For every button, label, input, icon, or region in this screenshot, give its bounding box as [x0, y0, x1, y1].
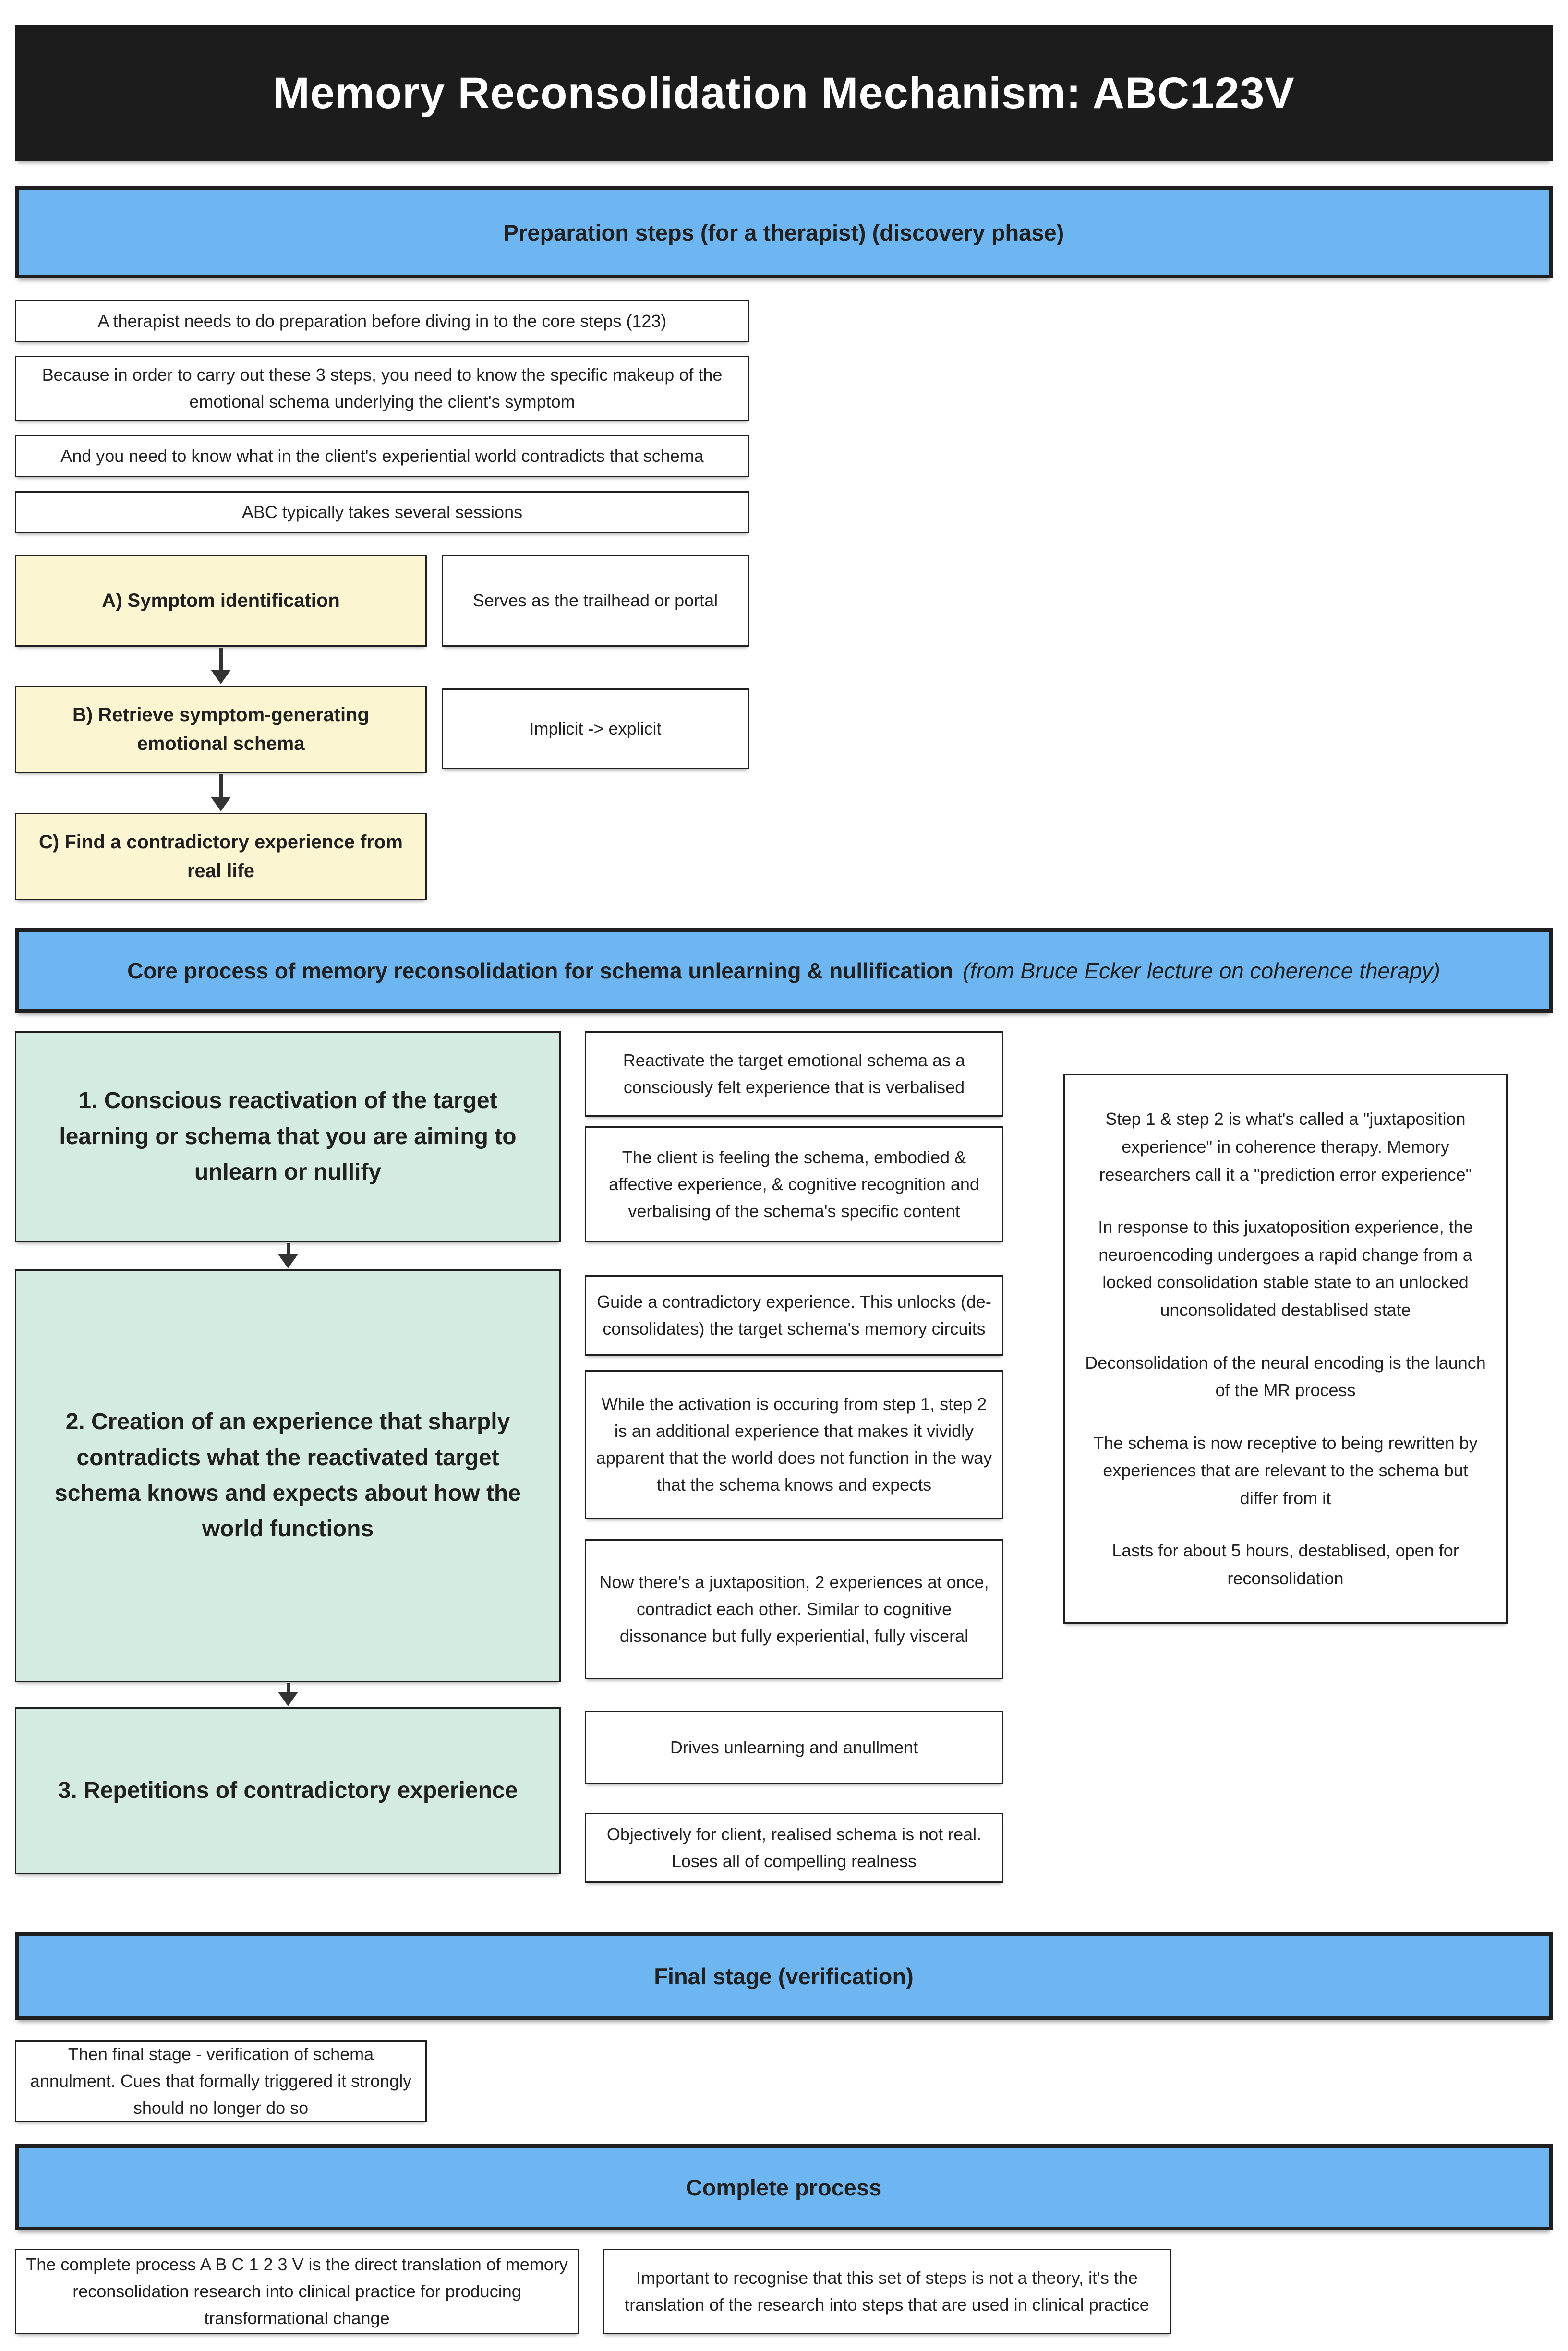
- core-step-1-note-2: [585, 1126, 1003, 1242]
- preparation-banner: [15, 186, 1553, 278]
- arrow-shaft: [287, 1243, 290, 1254]
- side-panel-paragraph-2: In response to this juxatoposition experience, the neuroencoding undergoes a rapid change from a locked consolidation stable state to an unlocked unconsolidated destablised state: [1098, 1217, 1473, 1320]
- preparation-banner-label: Preparation steps (for a therapist) (discovery phase): [503, 219, 1064, 245]
- arrow-down-icon: [274, 1243, 302, 1268]
- core-banner-main: Core process of memory reconsolidation for schema unlearning & nullification: [127, 958, 953, 983]
- step-b-note: [442, 688, 749, 769]
- core-step-2-note-1: [585, 1275, 1003, 1356]
- arrow-down-icon: [206, 774, 235, 811]
- arrow-head: [278, 1254, 298, 1268]
- core-step-3-label: 3. Repetitions of contradictory experience: [58, 1777, 518, 1803]
- core-step-2-note-1-text: Guide a contradictory experience. This unlocks (de-consolidates) the target schema's memory circuits: [597, 1292, 991, 1338]
- core-step-1-note-1: [585, 1031, 1003, 1117]
- complete-process-note-2: [603, 2249, 1171, 2334]
- core-step-2-box: [15, 1269, 561, 1682]
- core-step-3-box: [15, 1707, 561, 1874]
- core-process-banner: [15, 928, 1553, 1013]
- prep-note-1-text: A therapist needs to do preparation before diving in to the core steps (123): [97, 311, 667, 331]
- core-step-1-label: 1. Conscious reactivation of the target learning or schema that you are aiming to unlearn or nullify: [59, 1088, 517, 1185]
- core-step-3-note-1-text: Drives unlearning and anullment: [670, 1737, 918, 1758]
- prep-note-4-text: ABC typically takes several sessions: [241, 502, 523, 522]
- core-step-2-note-2: [585, 1370, 1003, 1519]
- core-step-3-note-1: [585, 1711, 1003, 1784]
- final-stage-banner-label: Final stage (verification): [654, 1963, 914, 1989]
- prep-note-3-text: And you need to know what in the client's experiential world contradicts that schema: [60, 446, 704, 466]
- core-step-1-note-1-text: Reactivate the target emotional schema as a consciously felt experience that is verbalised: [623, 1050, 965, 1097]
- complete-process-banner-label: Complete process: [686, 2174, 882, 2200]
- step-a-symptom-identification: [15, 555, 427, 647]
- side-panel-paragraph-4: The schema is now receptive to being rewritten by experiences that are relevant to the schema but differ from it: [1093, 1433, 1478, 1508]
- step-a-label: A) Symptom identification: [102, 590, 340, 611]
- arrow-head: [211, 797, 231, 811]
- step-b-note-text: Implicit -> explicit: [529, 719, 662, 739]
- core-banner-source: (from Bruce Ecker lecture on coherence therapy): [963, 958, 1440, 983]
- core-step-1-box: [15, 1031, 561, 1242]
- arrow-head: [211, 670, 231, 684]
- arrow-shaft: [287, 1683, 290, 1692]
- core-step-1-note-2-text: The client is feeling the schema, embodied & affective experience, & cognitive recognition and verbalising of the schema's specific content: [609, 1147, 979, 1221]
- step-a-note: [442, 555, 749, 647]
- juxtaposition-side-panel: [1063, 1074, 1508, 1624]
- diagram-title: Memory Reconsolidation Mechanism: ABC123V: [273, 68, 1295, 118]
- core-step-2-note-3-text: Now there's a juxtaposition, 2 experiences at once, contradict each other. Similar to cognitive dissonance but fully experiential, fully visceral: [599, 1572, 989, 1646]
- core-step-3-note-2: [585, 1813, 1003, 1883]
- prep-note-3: [15, 435, 749, 477]
- final-stage-note-text: Then final stage - verification of schema annulment. Cues that formally triggered it strongly should no longer do so: [30, 2044, 412, 2118]
- step-c-contradictory-experience: [15, 813, 427, 900]
- side-panel-paragraph-3: Deconsolidation of the neural encoding is the launch of the MR process: [1085, 1352, 1486, 1400]
- complete-process-note-1-text: The complete process A B C 1 2 3 V is the direct translation of memory reconsolidation research into clinical practice for producing transformational change: [26, 2255, 568, 2328]
- prep-note-2-text: Because in order to carry out these 3 steps, you need to know the specific makeup of the emotional schema underlying the client's symptom: [42, 365, 723, 411]
- complete-process-banner: [15, 2144, 1553, 2230]
- complete-process-note-1: [15, 2249, 579, 2334]
- step-b-label: B) Retrieve symptom-generating emotional schema: [72, 704, 369, 754]
- prep-note-4: [15, 491, 749, 533]
- step-b-retrieve-schema: [15, 686, 427, 773]
- final-stage-note: [15, 2040, 427, 2122]
- arrow-head: [278, 1692, 298, 1706]
- side-panel-paragraph-5: Lasts for about 5 hours, destablised, open for reconsolidation: [1112, 1541, 1459, 1589]
- arrow-shaft: [219, 648, 223, 670]
- final-stage-banner: [15, 1932, 1553, 2020]
- core-step-3-note-2-text: Objectively for client, realised schema is not real. Loses all of compelling realness: [606, 1824, 982, 1871]
- step-a-note-text: Serves as the trailhead or portal: [472, 591, 718, 611]
- side-panel-paragraph-1: Step 1 & step 2 is what's called a "juxtaposition experience" in coherence therapy. Memory researchers call it a "prediction error experience": [1099, 1109, 1472, 1184]
- prep-note-1: [15, 300, 749, 342]
- diagram-header: [15, 25, 1553, 161]
- core-step-2-note-2-text: While the activation is occuring from step 1, step 2 is an additional experience that makes it vividly apparent that the world does not function in the way that the schema knows and expects: [596, 1394, 992, 1495]
- complete-process-note-2-text: Important to recognise that this set of steps is not a theory, it's the translation of the research into steps that are used in clinical practice: [625, 2268, 1149, 2315]
- arrow-down-icon: [274, 1683, 302, 1706]
- arrow-shaft: [219, 774, 223, 797]
- prep-note-2: [15, 356, 749, 421]
- core-step-2-note-3: [585, 1539, 1003, 1679]
- arrow-down-icon: [206, 648, 235, 684]
- core-step-2-label: 2. Creation of an experience that sharply contradicts what the reactivated target schema knows and expects about how the world functions: [55, 1409, 521, 1542]
- step-c-label: C) Find a contradictory experience from real life: [39, 832, 403, 881]
